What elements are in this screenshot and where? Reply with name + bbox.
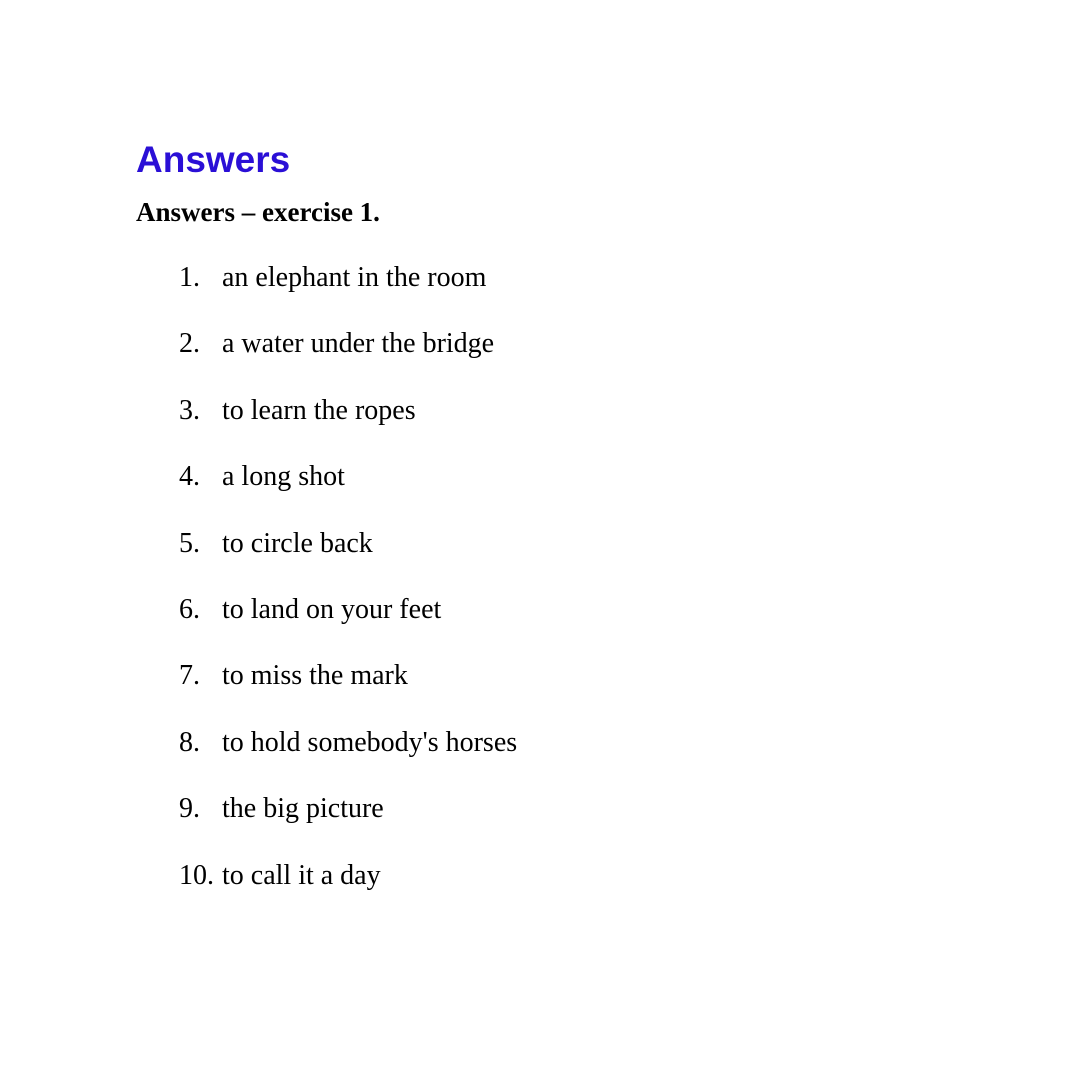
answer-text: to land on your feet [222,593,442,625]
list-item [136,727,936,759]
list-item [136,395,936,427]
list-item [136,461,936,493]
answer-text: to miss the mark [222,660,408,692]
document-page [136,138,936,926]
answer-text: to circle back [222,527,373,559]
list-item [136,262,936,294]
answer-text: a water under the bridge [222,328,495,360]
answer-text: to learn the ropes [222,394,416,426]
page-title: Answers [136,139,291,180]
answer-number: 1. [179,262,200,293]
list-item [136,594,936,626]
answer-number: 2. [179,328,200,360]
exercise-heading: Answers – exercise 1. [136,197,380,227]
answer-text: to hold somebody's horses [222,726,518,758]
answer-number: 10. [179,859,214,891]
answer-text: a long shot [222,461,345,493]
list-item [136,793,936,825]
answer-text: the big picture [222,793,384,825]
answer-text: an elephant in the room [222,262,487,293]
answer-number: 7. [179,660,200,692]
answer-number: 9. [179,793,200,825]
list-item [136,660,936,692]
answer-number: 3. [179,394,200,426]
list-item [136,328,936,360]
answer-list [136,262,936,892]
answer-number: 6. [179,593,200,625]
answer-number: 5. [179,527,200,559]
list-item [136,860,936,892]
answer-number: 4. [179,461,200,493]
list-item [136,528,936,560]
answer-text: to call it a day [222,859,381,891]
answer-number: 8. [179,726,200,758]
